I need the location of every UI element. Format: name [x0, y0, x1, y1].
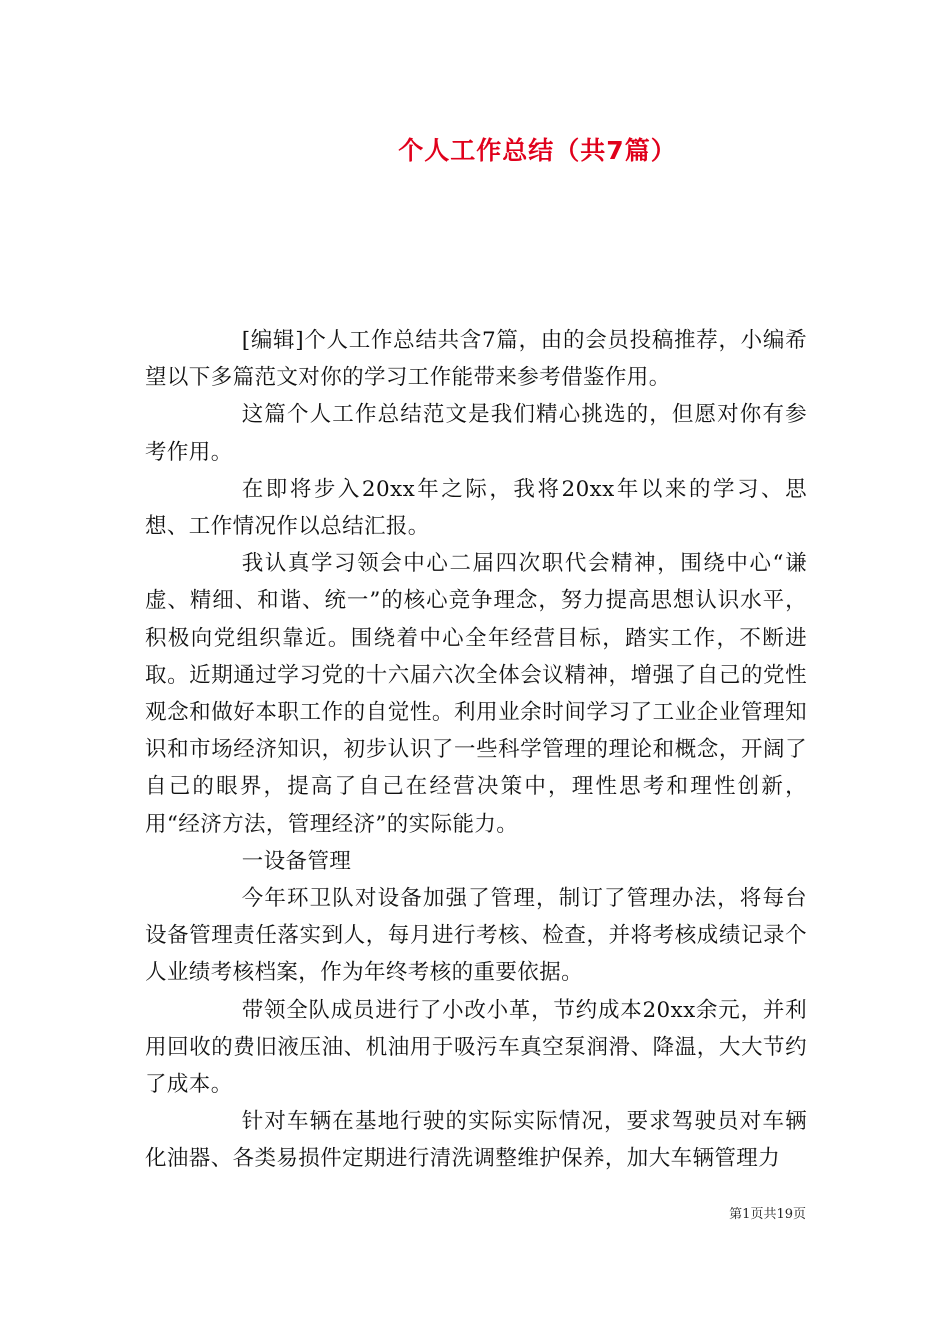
page-number: 第1页共19页	[729, 1207, 806, 1222]
document-body	[145, 322, 807, 1178]
document-title: 个人工作总结（共7篇）	[398, 136, 677, 165]
paragraph-summary-intro: 在即将步入20xx年之际，我将20xx年以来的学习、思想、工作情况作以总结汇报。	[145, 476, 807, 540]
paragraph-vehicle-maintenance: 针对车辆在基地行驶的实际实际情况，要求驾驶员对车辆化油器、各类易损件定期进行清洗调整维护保养，加大车辆管理力	[145, 1109, 807, 1172]
paragraph-cost-saving: 带领全队成员进行了小改小革，节约成本20xx余元，并利用回收的费旧液压油、机油用于吸污车真空泵润滑、降温，大大节约了成本。	[145, 997, 807, 1098]
paragraph-intro: [编辑]个人工作总结共含7篇，由的会员投稿推荐，小编希望以下多篇范文对你的学习工作能带来参考借鉴作用。	[145, 328, 807, 391]
paragraph-selection-note: 这篇个人工作总结范文是我们精心挑选的，但愿对你有参考作用。	[145, 402, 807, 465]
section-heading-equipment: 一设备管理	[241, 848, 352, 874]
paragraph-equipment-management: 今年环卫队对设备加强了管理，制订了管理办法，将每台设备管理责任落实到人，每月进行考核、检查，并将考核成绩记录个人业绩考核档案，作为年终考核的重要依据。	[145, 886, 807, 986]
paragraph-study: 我认真学习领会中心二届四次职代会精神，围绕中心“谦虚、精细、和谐、统一”的核心竞争理念，努力提高思想认识水平，积极向党组织靠近。围绕着中心全年经营目标，踏实工作，不断进取。近期通过学习党的十六届六次全体会议精神，增强了自己的党性观念和做好本职工作的自觉性。利用业余时间学习了工业企业管理知识和市场经济知识，初步认识了一些科学管理的理论和概念，开阔了自己的眼界，提高了自己在经营决策中，理性思考和理性创新，用“经济方法，管理经济”的实际能力。	[145, 551, 807, 837]
